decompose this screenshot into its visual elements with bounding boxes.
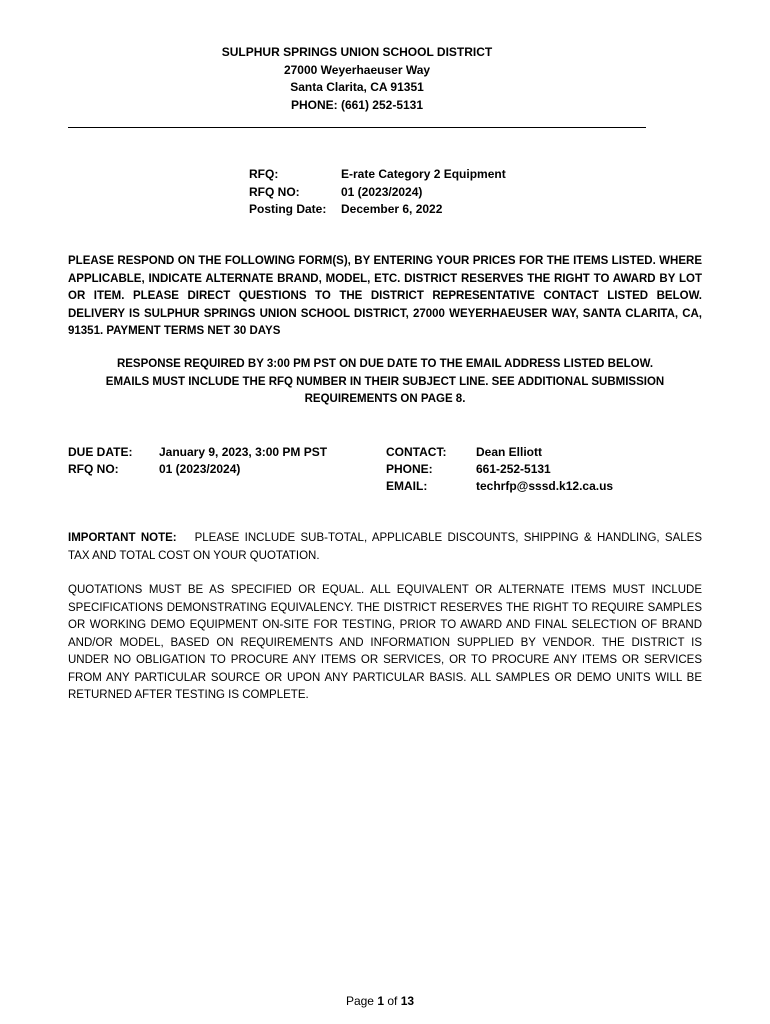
rfq-no-value: 01 (2023/2024) [341, 184, 423, 199]
header-divider [68, 127, 646, 128]
response-notice-line: RESPONSE REQUIRED BY 3:00 PM PST ON DUE DATE TO THE EMAIL ADDRESS LISTED BELOW. [116, 358, 654, 370]
rfq-no-label: RFQ NO: [249, 184, 300, 199]
important-note-label: IMPORTANT NOTE: [68, 532, 177, 544]
response-notice-line: REQUIREMENTS ON PAGE 8. [304, 393, 466, 405]
district-street: 27000 Weyerhaeuser Way [283, 62, 431, 77]
contact-email-row [386, 478, 613, 495]
page-word: Page [345, 994, 374, 1008]
current-page-number: 1 [377, 994, 384, 1008]
total-pages: 13 [400, 994, 415, 1008]
response-notice [68, 356, 702, 409]
district-name: SULPHUR SPRINGS UNION SCHOOL DISTRICT [221, 45, 493, 59]
important-note [68, 530, 702, 565]
of-word: of [387, 994, 398, 1008]
contact-phone-value: 661-252-5131 [476, 462, 551, 476]
rfq-info-row [249, 184, 506, 202]
rfq-label: RFQ: [249, 167, 279, 181]
district-city: Santa Clarita, CA 91351 [290, 80, 424, 94]
due-date-label: DUE DATE: [68, 445, 133, 459]
posting-date-value: December 6, 2022 [341, 202, 443, 216]
important-note-text: PLEASE INCLUDE SUB-TOTAL, APPLICABLE DISCOUNTS, SHIPPING & HANDLING, SALES TAX AND TOTAL COST ON YOUR QUOTATION. [68, 532, 702, 562]
page-footer [0, 994, 760, 1008]
contact-phone-label: PHONE: [386, 462, 433, 476]
contact-block [386, 444, 613, 495]
due-rfq-row [68, 461, 327, 478]
quotations-paragraph: QUOTATIONS MUST BE AS SPECIFIED OR EQUAL. ALL EQUIVALENT OR ALTERNATE ITEMS MUST INCLUDE SPECIFICATIONS DEMONSTRATING EQUIVALENCY. THE DISTRICT RESERVES THE RIGHT TO REQUIRE SAMPLES OR WORKING DEMO EQUIPMENT ON-SITE FOR TESTING, PRIOR TO AWARD AND FINAL SELECTION OF BRAND AND/OR MODEL, BASED ON REQUIREMENTS AND INFORMATION SUPPLIED BY VENDOR. THE DISTRICT IS UNDER NO OBLIGATION TO PROCURE ANY ITEMS OR SERVICES, OR TO PROCURE ANY ITEMS OR SERVICES FROM ANY PARTICULAR SOURCE OR UPON ANY PARTICULAR BASIS. ALL SAMPLES OR DEMO UNITS WILL BE RETURNED AFTER TESTING IS COMPLETE. [68, 584, 702, 701]
posting-date-label: Posting Date: [249, 202, 327, 216]
contact-name: Dean Elliott [476, 445, 543, 459]
instructions-paragraph: PLEASE RESPOND ON THE FOLLOWING FORM(S), BY ENTERING YOUR PRICES FOR THE ITEMS LISTED. WHERE APPLICABLE, INDICATE ALTERNATE BRAND, MODEL, ETC. DISTRICT RESERVES THE RIGHT TO AWARD BY LOT OR ITEM. PLEASE DIRECT QUESTIONS TO THE DISTRICT REPRESENTATIVE CONTACT LISTED BELOW. DELIVERY IS SULPHUR SPRINGS UNION SCHOOL DISTRICT, 27000 WEYERHAEUSER WAY, SANTA CLARITA, CA, 91351. PAYMENT TERMS NET 30 DAYS [68, 255, 702, 337]
contact-label: CONTACT: [386, 445, 447, 459]
district-phone: PHONE: (661) 252-5131 [290, 97, 424, 112]
contact-phone-row [386, 461, 613, 478]
rfq-value: E-rate Category 2 Equipment [341, 167, 506, 181]
contact-row [386, 444, 613, 461]
response-notice-line: EMAILS MUST INCLUDE THE RFQ NUMBER IN THEIR SUBJECT LINE. SEE ADDITIONAL SUBMISSION [105, 375, 665, 388]
rfq-info-row [249, 201, 506, 219]
contact-email-label: EMAIL: [386, 479, 428, 493]
due-rfq-no-label: RFQ NO: [68, 462, 119, 476]
due-block [68, 444, 327, 478]
due-date-row [68, 444, 327, 461]
due-date-value: January 9, 2023, 3:00 PM PST [159, 445, 328, 459]
letterhead [68, 44, 646, 114]
contact-email-value: techrfp@sssd.k12.ca.us [476, 479, 614, 493]
rfq-info-row [249, 166, 506, 184]
due-rfq-no-value: 01 (2023/2024) [159, 462, 241, 476]
rfq-info-block [249, 166, 506, 219]
